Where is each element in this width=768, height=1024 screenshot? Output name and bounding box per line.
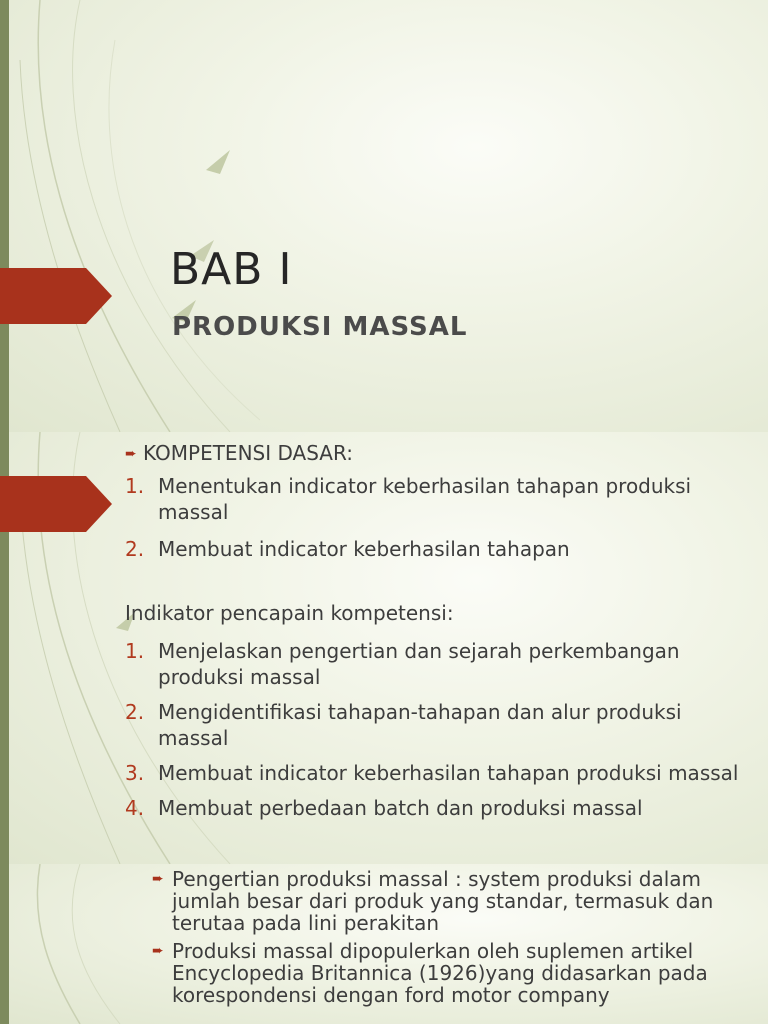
slide-competencies	[0, 432, 768, 864]
list-item	[125, 473, 755, 525]
list-item-text: Mengidentifikasi tahapan-tahapan dan alur produksi massal	[158, 700, 682, 750]
arrow-bullet-icon: ➨	[152, 871, 164, 887]
list-item-text: Membuat perbedaan batch dan produksi massal	[158, 796, 643, 820]
indicator-list	[125, 638, 755, 830]
list-item	[152, 940, 752, 1006]
list-number: 1.	[125, 639, 145, 663]
slide-definition	[0, 864, 768, 1024]
list-item	[125, 795, 755, 821]
red-arrow-marker	[0, 268, 112, 324]
slide-title	[0, 0, 768, 432]
list-item-text: Menentukan indicator keberhasilan tahapan produksi massal	[158, 474, 692, 524]
list-item	[125, 536, 755, 562]
list-item-text: Pengertian produksi massal : system produksi dalam jumlah besar dari produk yang standar, termasuk dan terutaa pada lini perakitan	[172, 867, 714, 935]
competency-heading	[125, 440, 353, 467]
list-item	[152, 868, 752, 934]
list-number: 3.	[125, 761, 145, 785]
indicator-title: Indikator pencapain kompetensi:	[125, 601, 454, 625]
list-number: 4.	[125, 796, 145, 820]
arrow-bullet-icon: ➨	[125, 446, 137, 462]
decorative-leaf-lines	[0, 0, 260, 432]
list-item-text: Membuat indicator keberhasilan tahapan produksi massal	[158, 761, 739, 785]
slide-subtitle-text: PRODUKSI MASSAL	[172, 312, 468, 342]
list-item	[125, 699, 755, 751]
list-item-text: Produksi massal dipopulerkan oleh suplemen artikel Encyclopedia Britannica (1926)yang didasarkan pada korespondensi dengan ford motor company	[172, 939, 708, 1007]
list-number: 2.	[125, 700, 145, 724]
list-item	[125, 638, 755, 690]
list-number: 1.	[125, 474, 145, 498]
arrow-bullet-icon: ➨	[152, 943, 164, 959]
competency-heading-text: KOMPETENSI DASAR:	[143, 441, 353, 465]
list-item-text: Membuat indicator keberhasilan tahapan	[158, 537, 570, 561]
list-item-text: Menjelaskan pengertian dan sejarah perkembangan produksi massal	[158, 639, 680, 689]
competency-list	[125, 473, 755, 573]
definition-content	[152, 868, 752, 1012]
slide-title-text: BAB I	[170, 244, 293, 295]
list-number: 2.	[125, 537, 145, 561]
list-item	[125, 760, 755, 786]
red-arrow-marker	[0, 476, 112, 532]
